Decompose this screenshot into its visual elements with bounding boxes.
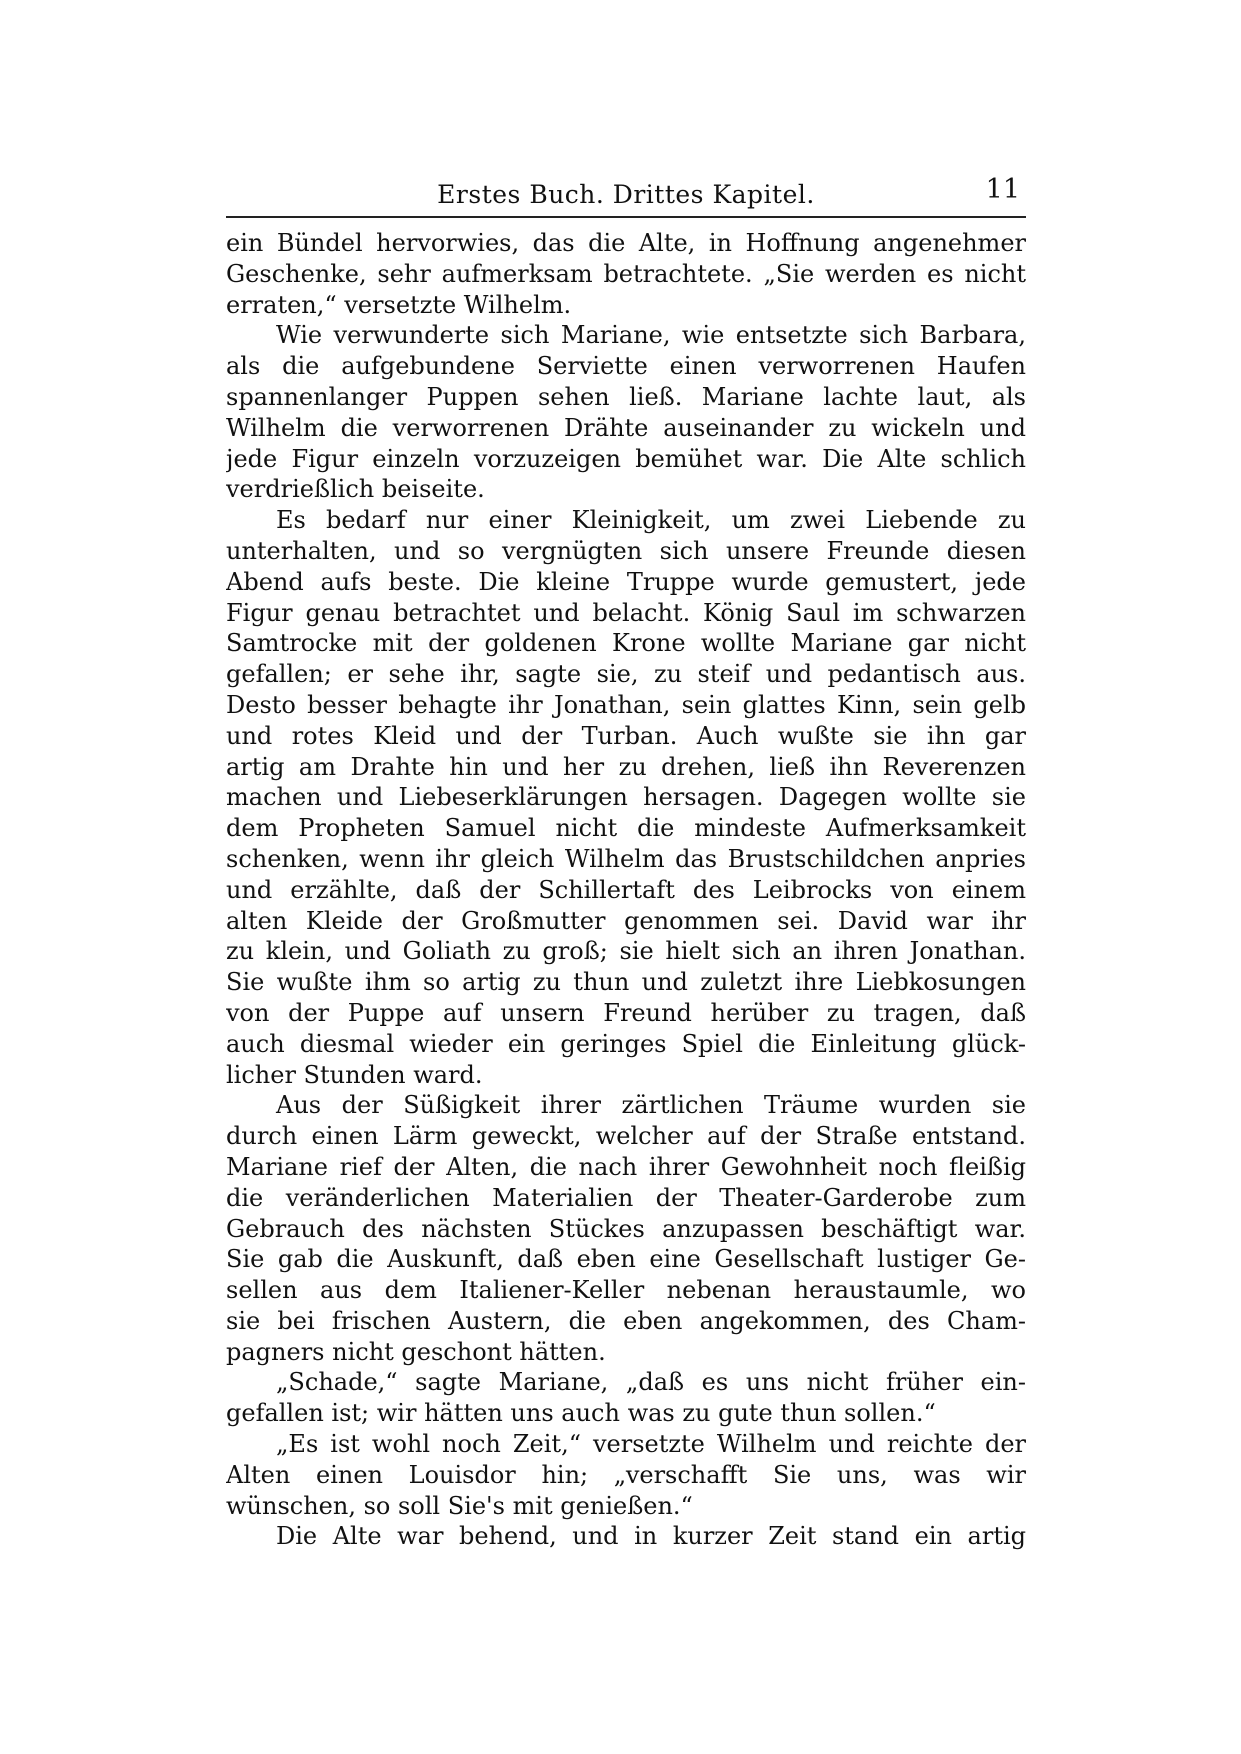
- text-line: Die Alte war behend, und in kurzer Zeit stand ein artig: [276, 1522, 1026, 1551]
- text-line: sie bei frischen Austern, die eben angekommen, des Cham-: [226, 1306, 1026, 1335]
- running-head: Erstes Buch. Drittes Kapitel.: [437, 180, 815, 209]
- text-line: auch diesmal wieder ein geringes Spiel die Einleitung glück-: [226, 1029, 1026, 1058]
- text-line: licher Stunden ward.: [226, 1060, 483, 1089]
- text-line: Aus der Süßigkeit ihrer zärtlichen Träume wurden sie: [276, 1091, 1026, 1120]
- text-line: und erzählte, daß der Schillertaft des Leibrocks von einem: [226, 875, 1026, 904]
- text-line: schenken, wenn ihr gleich Wilhelm das Brustschildchen anpries: [226, 844, 1026, 873]
- text-line: gefallen; er sehe ihr, sagte sie, zu steif und pedantisch aus.: [226, 660, 1026, 689]
- text-line: „Es ist wohl noch Zeit,“ versetzte Wilhelm und reichte der: [276, 1430, 1026, 1459]
- text-line: durch einen Lärm geweckt, welcher auf der Straße entstand.: [226, 1122, 1026, 1151]
- text-line: Alten einen Louisdor hin; „verschafft Sie uns, was wir: [226, 1460, 1026, 1489]
- text-line: unterhalten, und so vergnügten sich unsere Freunde diesen: [226, 536, 1026, 565]
- page-number: 11: [985, 174, 1020, 205]
- body-text: [226, 228, 1026, 1552]
- text-line: spannenlanger Puppen sehen ließ. Mariane lachte laut, als: [226, 382, 1026, 411]
- text-line: dem Propheten Samuel nicht die mindeste Aufmerksamkeit: [226, 814, 1026, 843]
- text-line: Wilhelm die verworrenen Drähte auseinander zu wickeln und: [226, 413, 1026, 442]
- text-line: erraten,“ versetzte Wilhelm.: [226, 290, 572, 319]
- text-line: zu klein, und Goliath zu groß; sie hielt sich an ihren Jonathan.: [226, 937, 1026, 966]
- text-line: „Schade,“ sagte Mariane, „daß es uns nicht früher ein-: [276, 1368, 1026, 1397]
- text-line: und rotes Kleid und der Turban. Auch wußte sie ihn gar: [226, 721, 1026, 750]
- text-line: sellen aus dem Italiener-Keller nebenan heraustaumle, wo: [226, 1276, 1026, 1305]
- text-line: als die aufgebundene Serviette einen verworrenen Haufen: [226, 352, 1026, 381]
- text-line: Wie verwunderte sich Mariane, wie entsetzte sich Barbara,: [276, 321, 1026, 350]
- text-line: Es bedarf nur einer Kleinigkeit, um zwei Liebende zu: [276, 506, 1026, 535]
- text-line: Gebrauch des nächsten Stückes anzupassen beschäftigt war.: [226, 1214, 1026, 1243]
- text-line: Sie gab die Auskunft, daß eben eine Gesellschaft lustiger Ge-: [226, 1245, 1026, 1274]
- text-line: jede Figur einzeln vorzuzeigen bemühet war. Die Alte schlich: [226, 444, 1026, 473]
- header-rule: [226, 216, 1026, 218]
- text-line: verdrießlich beiseite.: [226, 475, 485, 504]
- text-line: Abend aufs beste. Die kleine Truppe wurde gemustert, jede: [226, 567, 1026, 596]
- text-line: Desto besser behagte ihr Jonathan, sein glattes Kinn, sein gelb: [226, 690, 1026, 719]
- text-line: Figur genau betrachtet und belacht. König Saul im schwarzen: [226, 598, 1026, 627]
- text-line: die veränderlichen Materialien der Theater-Garderobe zum: [226, 1183, 1026, 1212]
- text-line: alten Kleide der Großmutter genommen sei. David war ihr: [226, 906, 1026, 935]
- text-line: ein Bündel hervorwies, das die Alte, in Hoffnung angenehmer: [226, 229, 1026, 257]
- text-line: Mariane rief der Alten, die nach ihrer Gewohnheit noch fleißig: [226, 1152, 1026, 1181]
- text-line: pagners nicht geschont hätten.: [226, 1337, 606, 1366]
- text-line: von der Puppe auf unsern Freund herüber zu tragen, daß: [226, 998, 1026, 1027]
- text-line: wünschen, so soll Sie's mit genießen.“: [226, 1491, 693, 1520]
- text-line: Sie wußte ihm so artig zu thun und zuletzt ihre Liebkosungen: [226, 968, 1026, 997]
- page-header: [226, 172, 1026, 212]
- text-line: machen und Liebeserklärungen hersagen. Dagegen wollte sie: [226, 783, 1026, 812]
- text-line: Samtrocke mit der goldenen Krone wollte Mariane gar nicht: [226, 629, 1026, 658]
- text-line: Geschenke, sehr aufmerksam betrachtete. „Sie werden es nicht: [226, 259, 1026, 288]
- text-line: artig am Drahte hin und her zu drehen, ließ ihn Reverenzen: [226, 752, 1026, 781]
- text-line: gefallen ist; wir hätten uns auch was zu gute thun sollen.“: [226, 1399, 936, 1428]
